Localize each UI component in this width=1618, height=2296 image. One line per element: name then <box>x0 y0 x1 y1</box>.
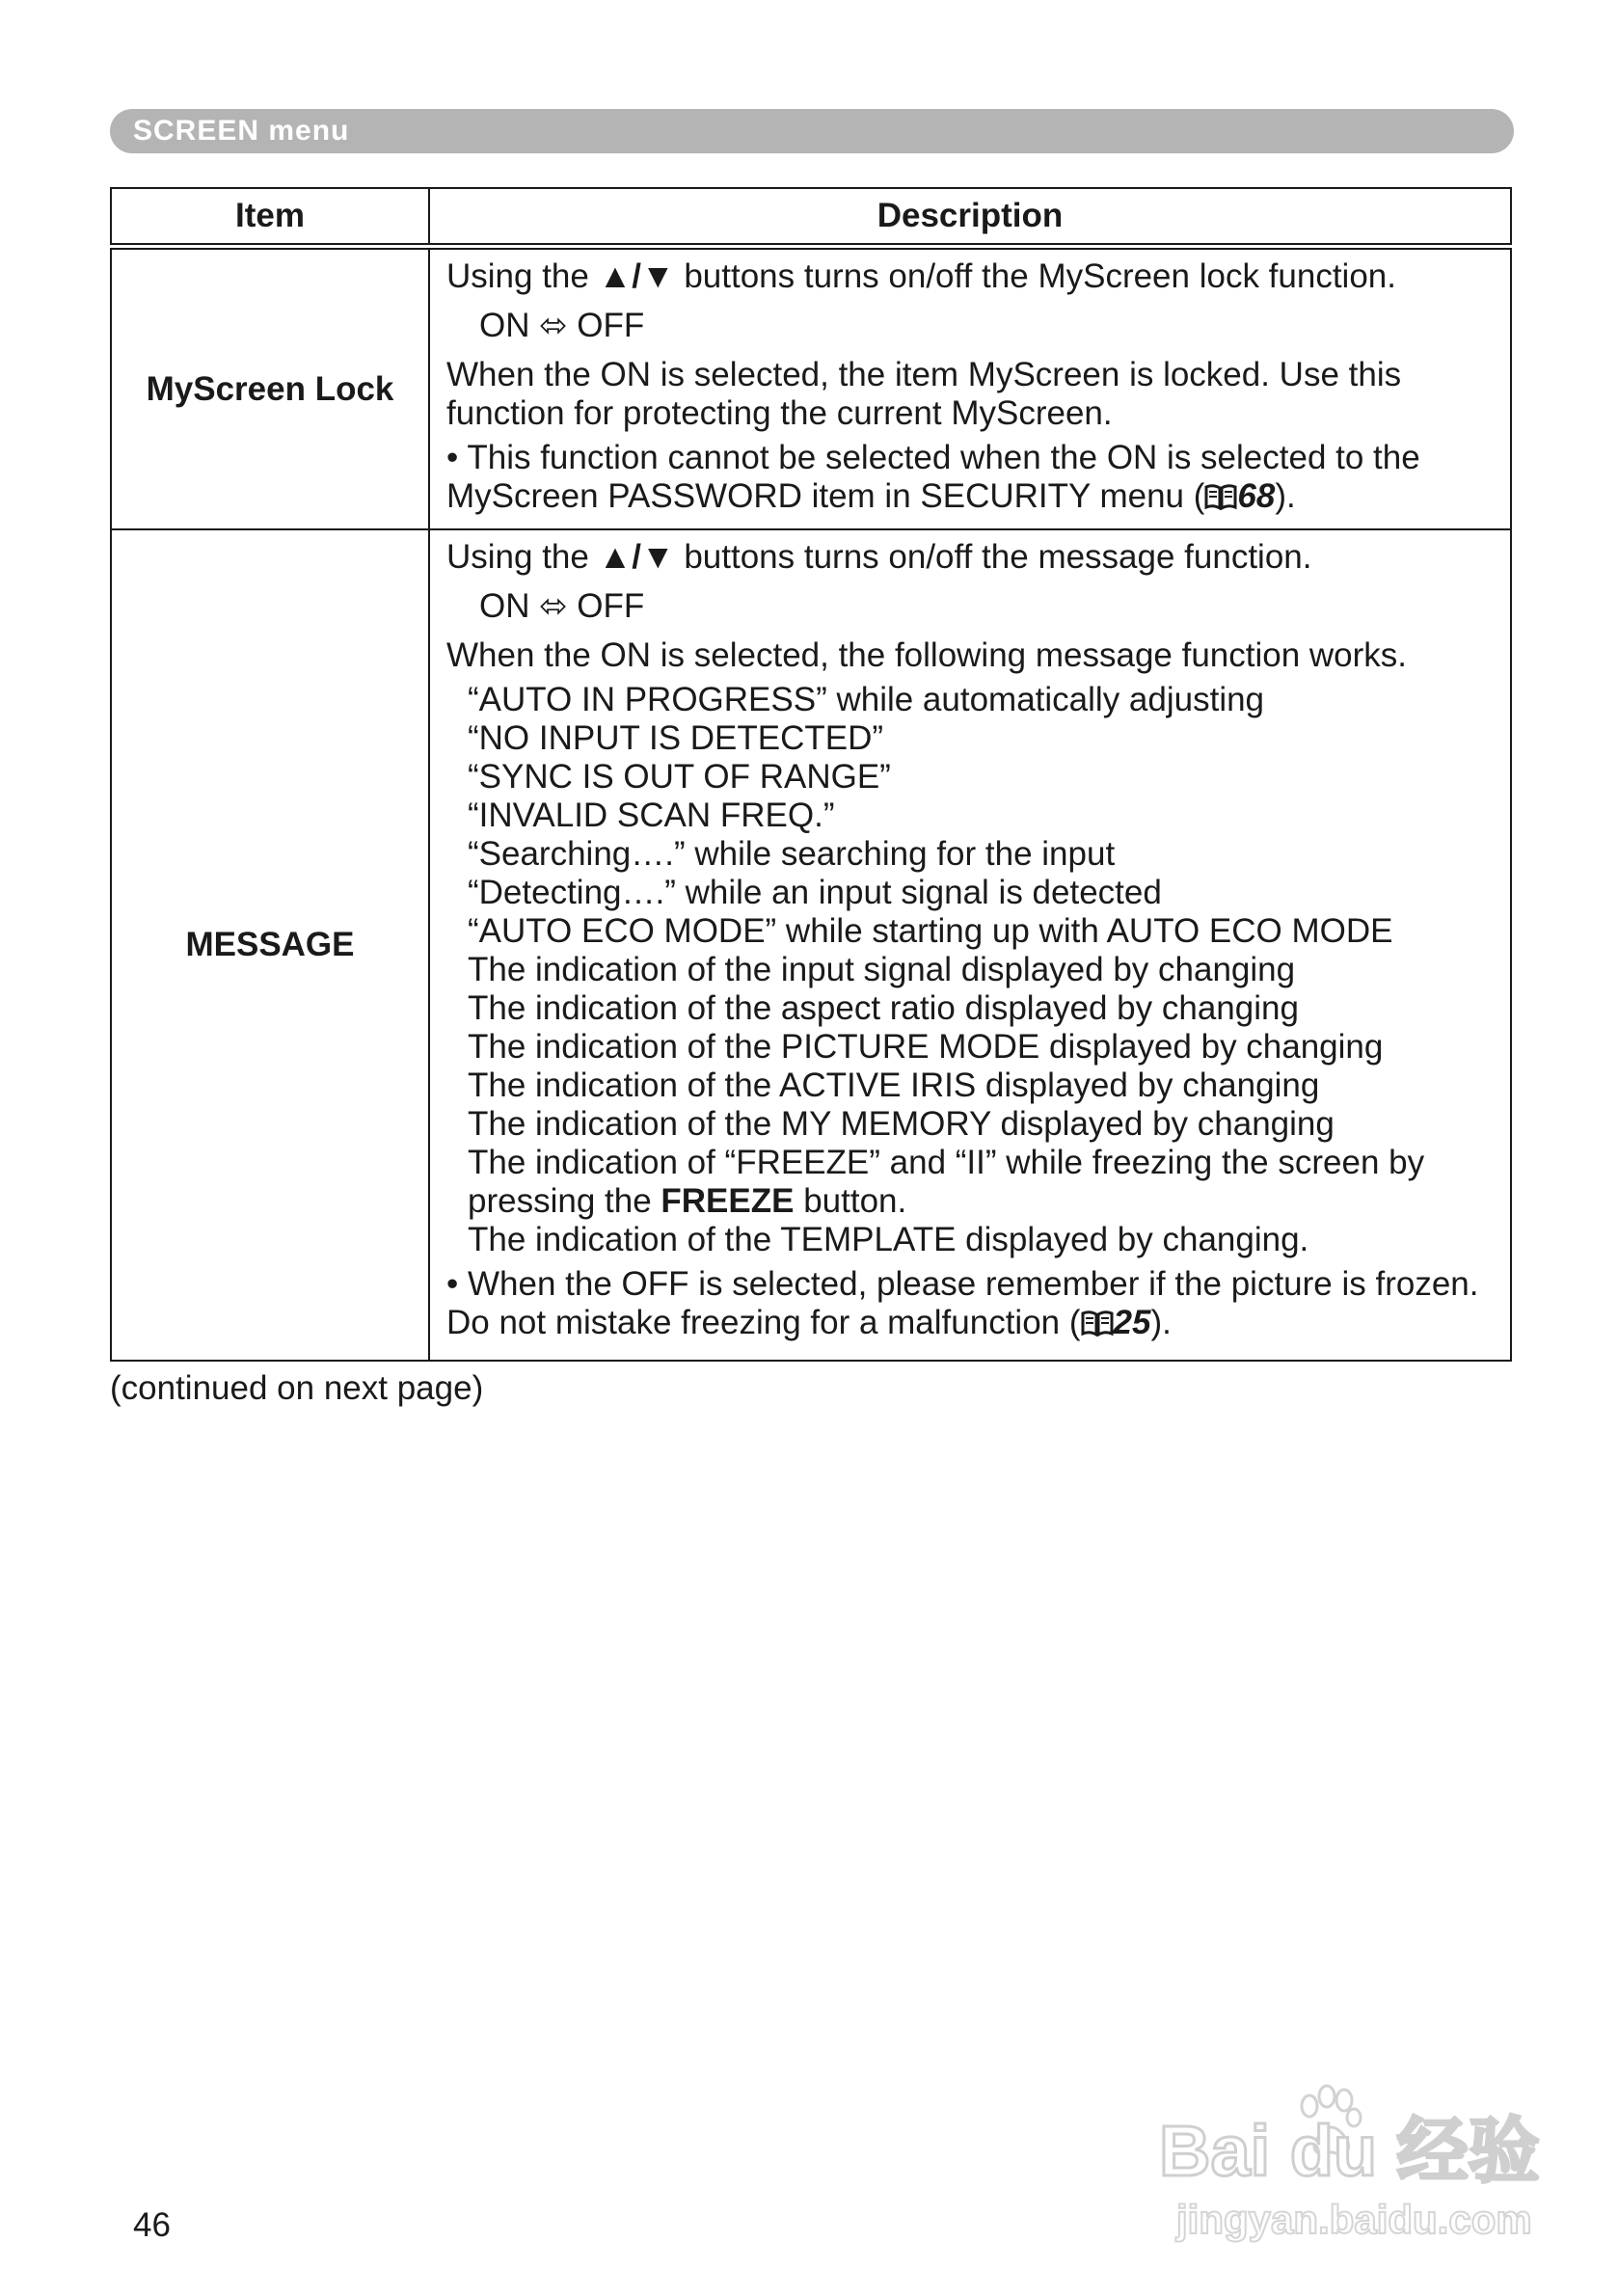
table-header-row <box>111 188 1511 247</box>
list-item-freeze: The indication of “FREEZE” and “II” while freezing the screen by pressing the FREEZE button. <box>468 1144 1425 1220</box>
message-list <box>446 681 1500 1259</box>
list-item: The indication of the TEMPLATE displayed by changing. <box>468 1221 1309 1258</box>
page-reference[interactable]: 68 <box>1237 477 1276 515</box>
svg-text:Bai du 经验: Bai du 经验 <box>1159 2111 1540 2191</box>
freeze-button-label: FREEZE <box>661 1182 795 1220</box>
arrow-buttons: ▲/▼ <box>598 538 675 576</box>
section-title-bar <box>110 109 1514 153</box>
list-item: “Detecting….” while an input signal is detected <box>468 874 1162 911</box>
list-item: “INVALID SCAN FREQ.” <box>468 797 835 834</box>
list-item: “Searching….” while searching for the input <box>468 835 1116 873</box>
book-reference-icon <box>1081 1307 1114 1345</box>
section-title: SCREEN menu <box>133 115 350 147</box>
list-item: The indication of the aspect ratio displayed by changing <box>468 989 1299 1027</box>
arrow-buttons: ▲/▼ <box>598 257 675 295</box>
list-item: “AUTO IN PROGRESS” while automatically adjusting <box>468 681 1265 718</box>
description-paragraph: When the ON is selected, the following message function works. <box>446 636 1408 674</box>
continued-note: (continued on next page) <box>110 1369 484 1407</box>
note-paragraph: • When the OFF is selected, please remember if the picture is frozen. Do not mistake freezing for a malfunction ( 25). <box>446 1265 1500 1345</box>
page-reference[interactable]: 25 <box>1113 1304 1151 1341</box>
page-number: 46 <box>133 2206 171 2244</box>
list-item: “AUTO ECO MODE” while starting up with AUTO ECO MODE <box>468 912 1393 950</box>
description-myscreen-lock <box>429 247 1511 530</box>
list-item: The indication of the input signal displayed by changing <box>468 951 1296 988</box>
item-myscreen-lock: MyScreen Lock <box>111 247 429 530</box>
book-reference-icon <box>1204 480 1237 519</box>
list-item: “NO INPUT IS DETECTED” <box>468 719 884 757</box>
item-message: MESSAGE <box>111 529 429 1361</box>
note-paragraph: • This function cannot be selected when the ON is selected to the MyScreen PASSWORD item in SECURITY menu ( 68). <box>446 439 1500 519</box>
table-row-message <box>111 529 1511 1361</box>
usage-line: Using the ▲/▼ buttons turns on/off the MyScreen lock function. <box>446 257 1396 295</box>
header-description: Description <box>429 188 1511 247</box>
description-paragraph: When the ON is selected, the item MyScreen is locked. Use this function for protecting the current MyScreen. <box>446 356 1402 432</box>
usage-line: Using the ▲/▼ buttons turns on/off the message function. <box>446 538 1312 576</box>
list-item: The indication of the ACTIVE IRIS displayed by changing <box>468 1067 1320 1104</box>
svg-text:jingyan.baidu.com: jingyan.baidu.com <box>1176 2197 1532 2242</box>
table-row-myscreen-lock <box>111 247 1511 530</box>
list-item: “SYNC IS OUT OF RANGE” <box>468 758 891 796</box>
baidu-watermark-logo <box>1147 2064 1552 2256</box>
toggle-values: ON ⬄ OFF <box>479 587 645 625</box>
description-message <box>429 529 1511 1361</box>
toggle-values: ON ⬄ OFF <box>479 307 645 344</box>
header-item: Item <box>111 188 429 247</box>
description-table <box>110 187 1512 1362</box>
list-item: The indication of the MY MEMORY displayed by changing <box>468 1105 1335 1143</box>
list-item: The indication of the PICTURE MODE displayed by changing <box>468 1028 1384 1066</box>
